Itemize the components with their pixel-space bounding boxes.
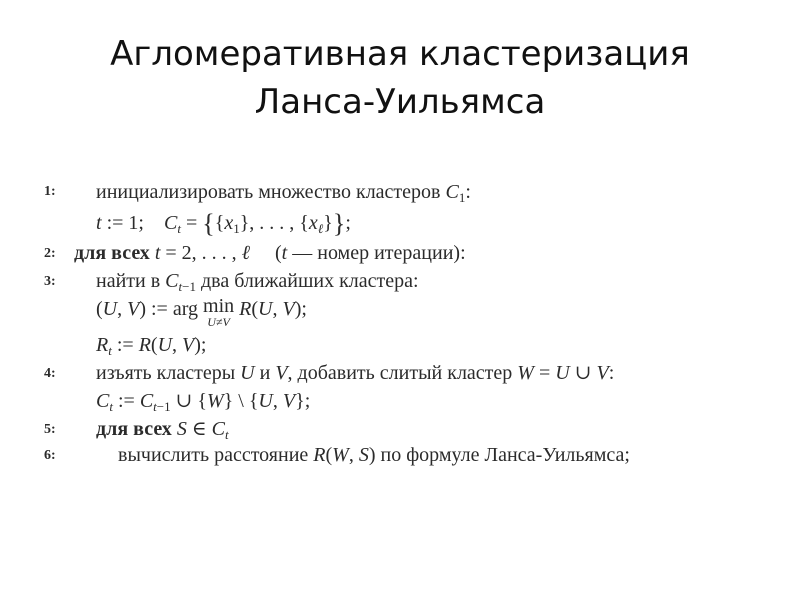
algorithm-rt-line: $R_t$ := R(U, V); bbox=[96, 334, 207, 358]
step-4-text: изъять кластеры bbox=[96, 362, 236, 384]
slide-title-line-1: Агломеративная кластеризация bbox=[110, 34, 690, 74]
step-4-and: и bbox=[259, 362, 271, 384]
algorithm-init-line: t := 1; $C_t = \{\{x_1\}$, . . . , $\{x_\ell\}$}; bbox=[96, 209, 351, 238]
line-number-3: 3: bbox=[44, 274, 56, 289]
step-3-text-2: два ближайших кластера: bbox=[200, 270, 419, 292]
algorithm-argmin-line: (U, V) := arg min U≠V R(U, V); bbox=[96, 295, 307, 329]
line-number-6: 6: bbox=[44, 448, 56, 463]
algorithm-step-2: для всех t = 2, . . . , ℓ (t — номер итерации): bbox=[74, 242, 466, 264]
slide-title-line-2: Ланса-Уильямса bbox=[254, 82, 546, 122]
algorithm-update-line: $C_t$ := $C_{t-1}$ ∪ {W} \ {U, V}; bbox=[96, 390, 311, 414]
algorithm-step-5: для всех S ∈ $C_t$ bbox=[96, 418, 229, 442]
step-6-text-2: по формуле Ланса-Уильямса; bbox=[380, 444, 630, 466]
step-2-keyword: для всех bbox=[74, 242, 150, 264]
step-1-text: инициализировать множество кластеров bbox=[96, 181, 441, 203]
algorithm-step-4: изъять кластеры U и V, добавить слитый кластер W = U ∪ V: bbox=[96, 362, 615, 384]
step-4-text-2: , добавить слитый кластер bbox=[287, 362, 513, 384]
line-number-1: 1: bbox=[44, 184, 56, 199]
step-3-text: найти в bbox=[96, 270, 161, 292]
step-2-comment: номер итерации bbox=[317, 242, 454, 264]
line-number-2: 2: bbox=[44, 246, 56, 261]
algorithm-step-6: вычислить расстояние R(W, S) по формуле Ланса-Уильямса; bbox=[118, 444, 630, 466]
line-number-4: 4: bbox=[44, 366, 56, 381]
algorithm-step-1: инициализировать множество кластеров $C_1$: bbox=[96, 181, 471, 205]
step-6-text: вычислить расстояние bbox=[118, 444, 309, 466]
algorithm-step-3: найти в $C_{t-1}$ два ближайших кластера: bbox=[96, 270, 419, 294]
step-5-keyword: для всех bbox=[96, 418, 172, 440]
line-number-5: 5: bbox=[44, 422, 56, 437]
